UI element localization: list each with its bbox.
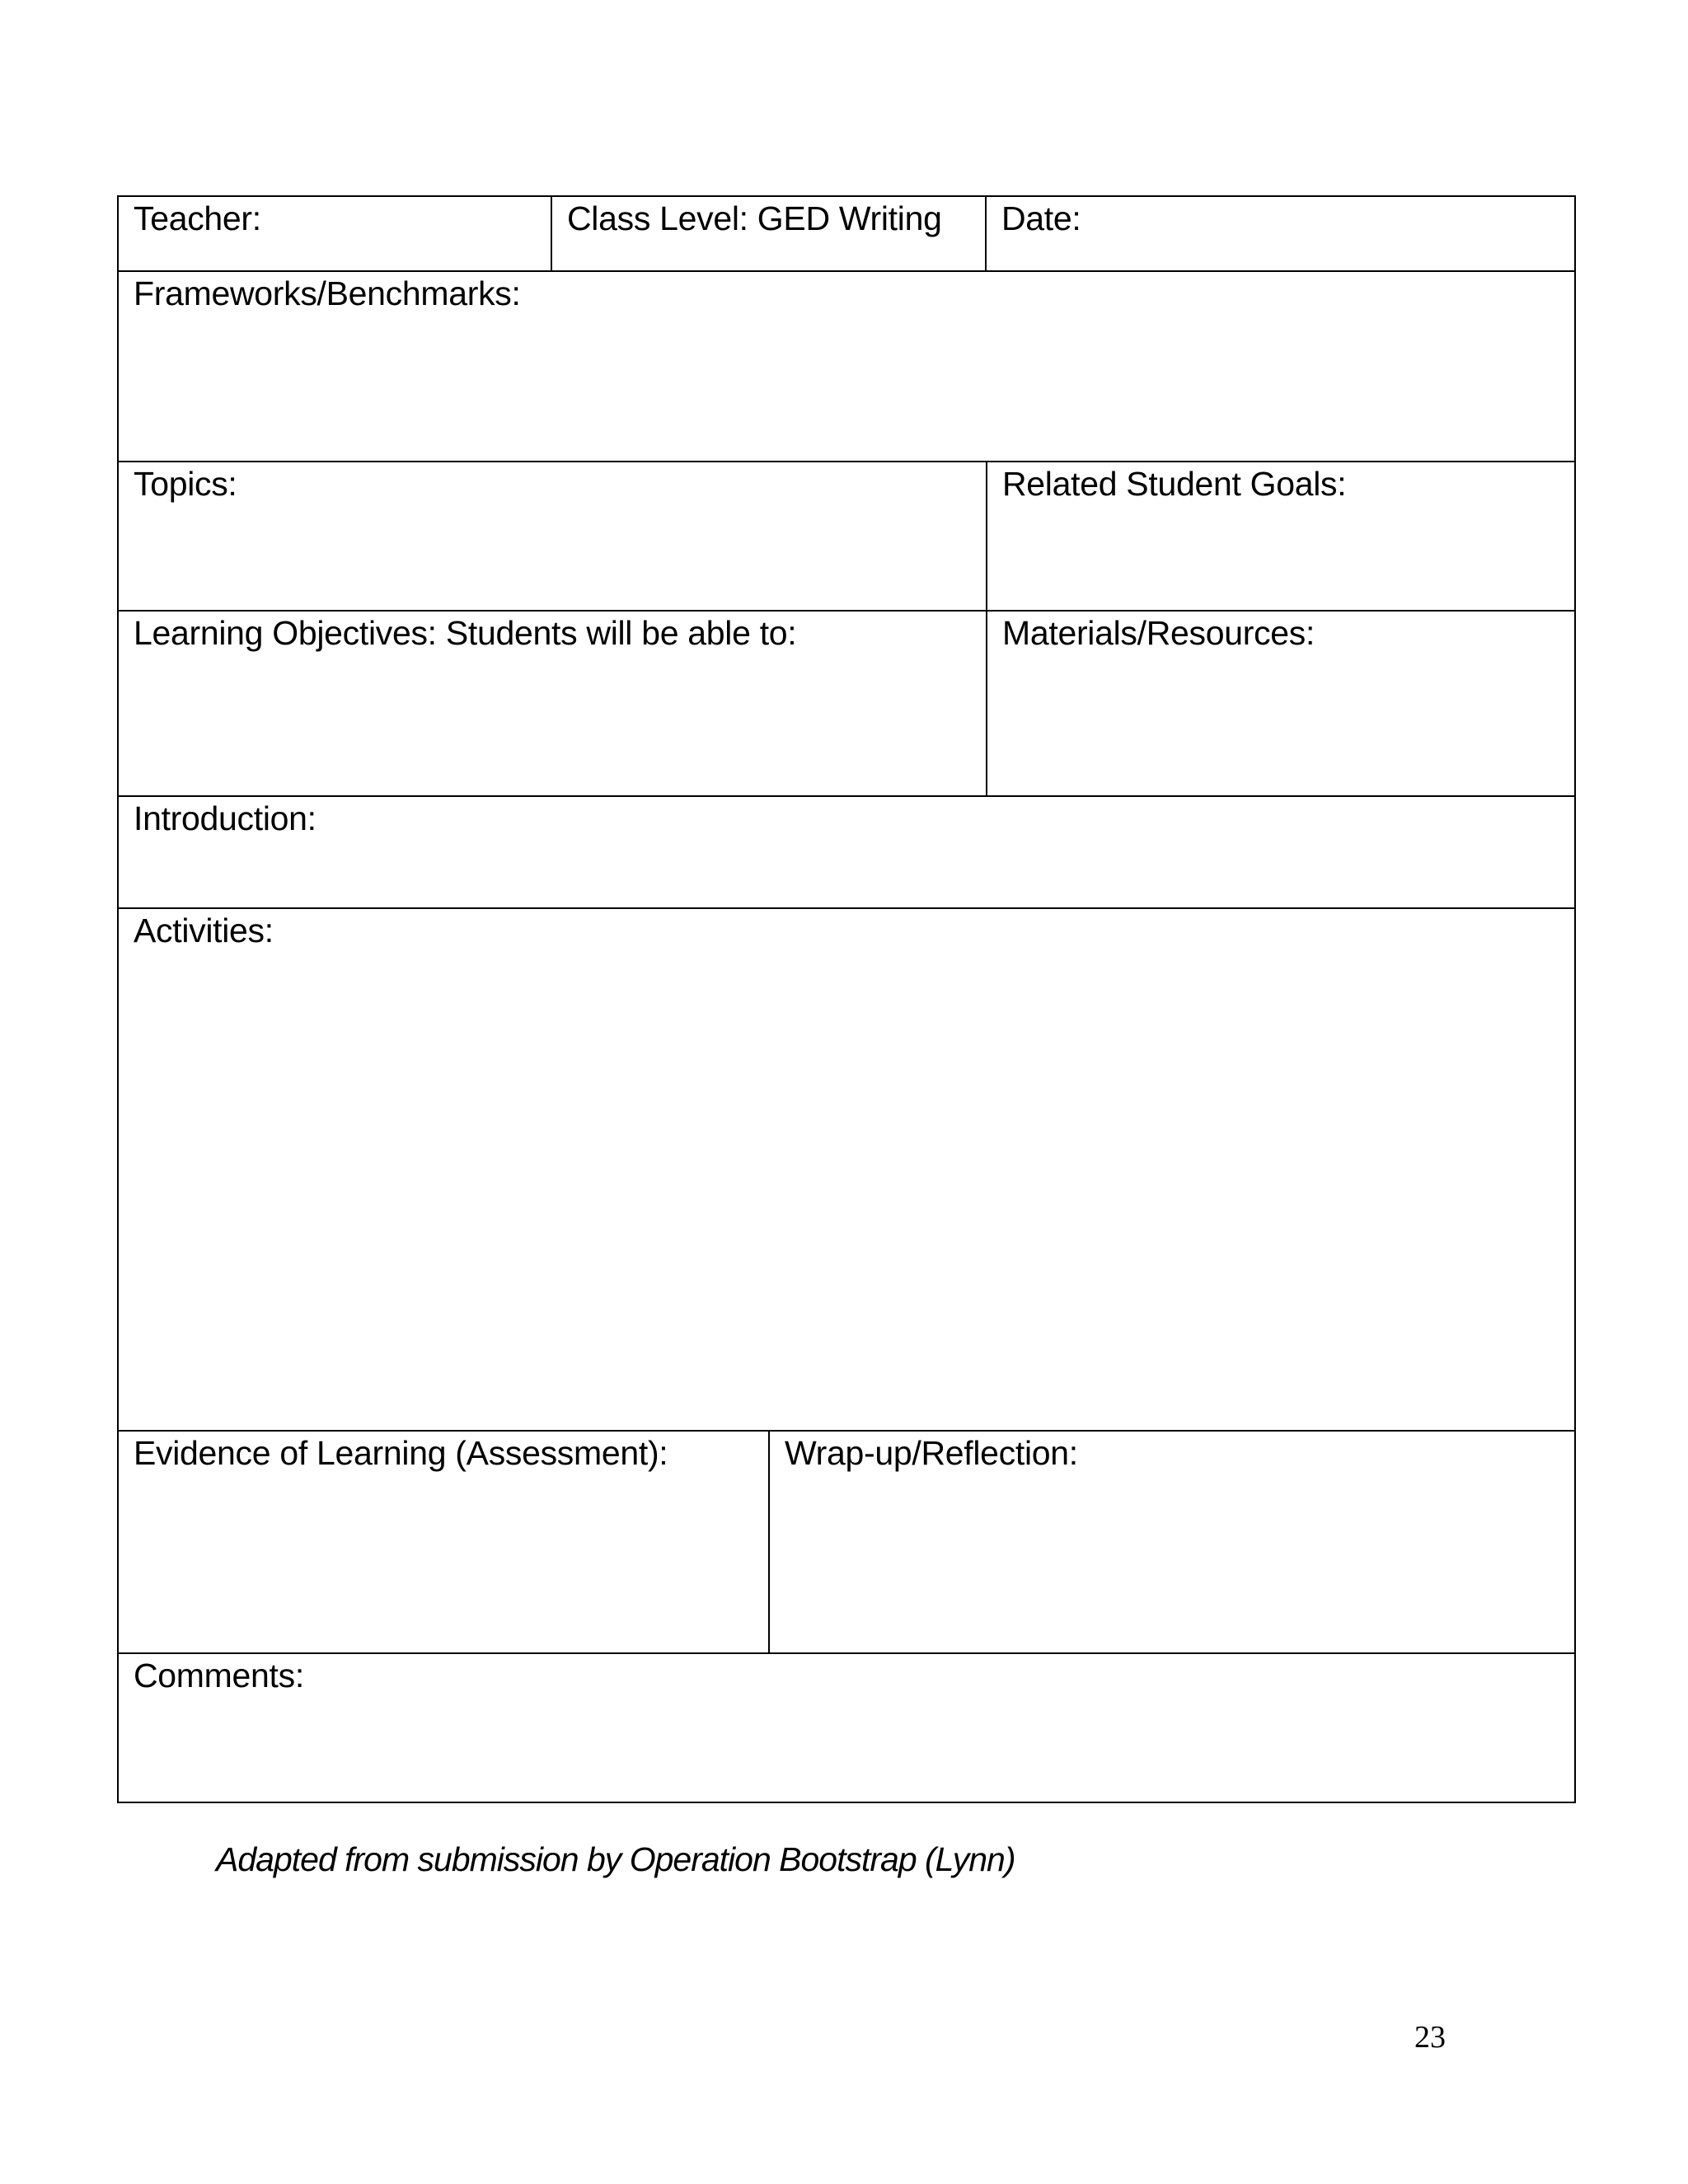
introduction-label: Introduction: [134,799,316,837]
related-goals-cell[interactable] [987,462,1574,610]
wrapup-cell[interactable] [770,1432,1574,1652]
teacher-label: Teacher: [134,199,261,237]
evidence-cell[interactable] [119,1432,768,1652]
related-goals-label: Related Student Goals: [1002,465,1347,503]
activities-label: Activities: [134,912,274,949]
comments-cell[interactable] [119,1654,1574,1802]
date-label: Date: [1001,199,1081,237]
page-number: 23 [1414,2020,1446,2055]
topics-label: Topics: [134,465,237,503]
date-cell[interactable] [987,197,1574,270]
comments-label: Comments: [134,1657,304,1694]
wrapup-label: Wrap-up/Reflection: [785,1434,1078,1472]
topics-cell[interactable] [119,462,986,610]
table-border-right [1574,195,1576,1803]
introduction-cell[interactable] [119,797,1574,907]
class-level-cell[interactable] [552,197,985,270]
evidence-label: Evidence of Learning (Assessment): [134,1434,668,1472]
materials-cell[interactable] [987,612,1574,795]
activities-cell[interactable] [119,909,1574,1430]
frameworks-label: Frameworks/Benchmarks: [134,274,521,312]
attribution-footnote: Adapted from submission by Operation Bootstrap (Lynn) [216,1840,1015,1878]
class-level-label: Class Level: GED Writing [567,199,942,237]
learning-objectives-label: Learning Objectives: Students will be able to: [134,614,797,652]
frameworks-cell[interactable] [119,272,1574,461]
materials-label: Materials/Resources: [1002,614,1315,652]
table-border-bottom [117,1802,1576,1803]
teacher-cell[interactable] [119,197,551,270]
learning-objectives-cell[interactable] [119,612,986,795]
